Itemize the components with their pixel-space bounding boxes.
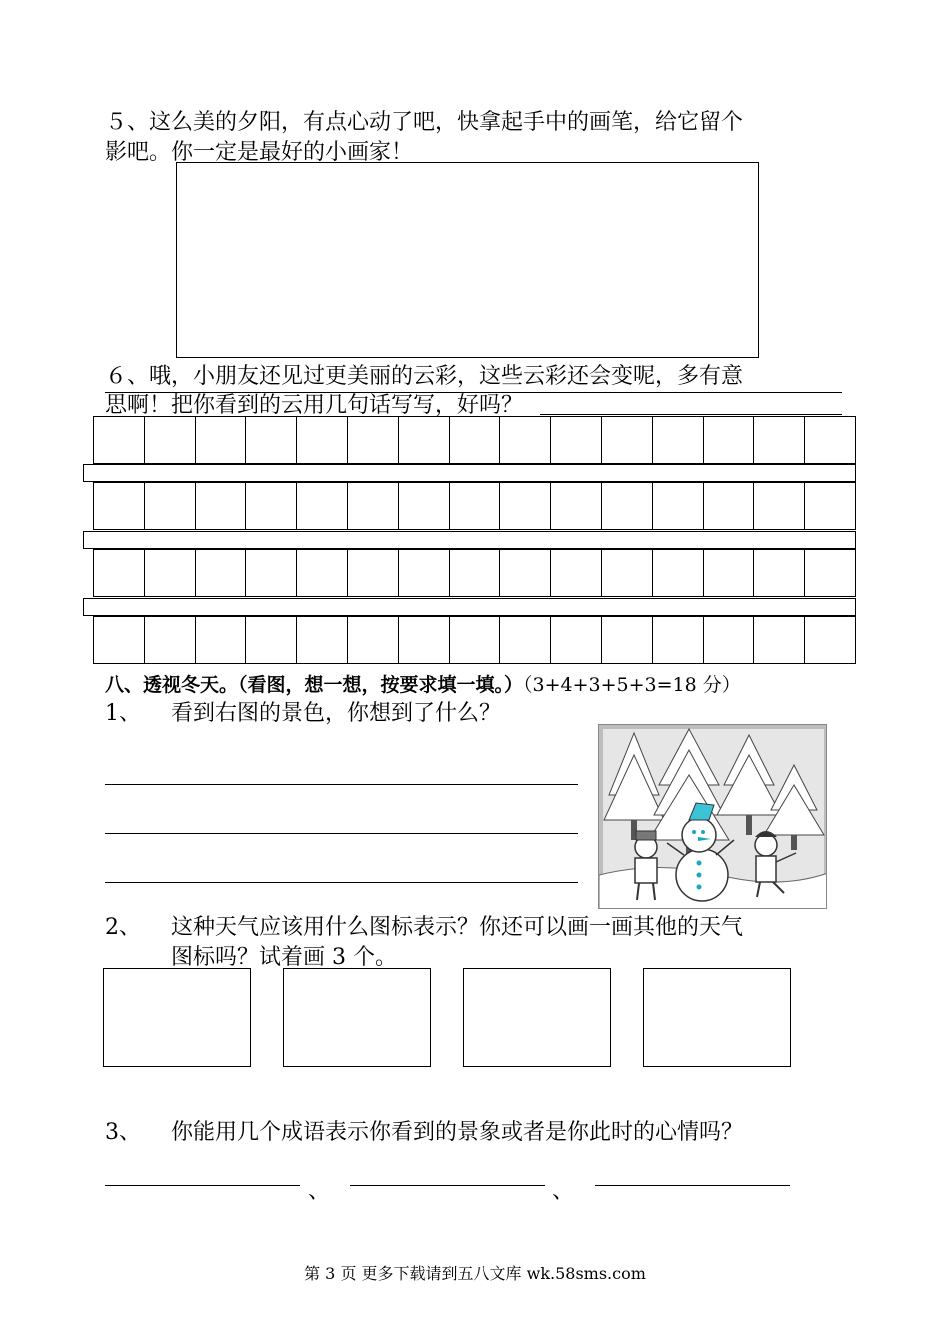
- grid-cell[interactable]: [195, 616, 247, 664]
- idiom-separator-2: 、: [552, 1179, 575, 1204]
- winter-snowman-illustration: [598, 724, 827, 909]
- grid-cell[interactable]: [347, 482, 399, 530]
- grid-row-4: [93, 616, 856, 664]
- grid-cell[interactable]: [499, 616, 551, 664]
- idiom-separator-1: 、: [308, 1179, 331, 1204]
- grid-cell[interactable]: [144, 482, 196, 530]
- grid-cell[interactable]: [296, 549, 348, 597]
- grid-cell[interactable]: [449, 549, 501, 597]
- grid-cell[interactable]: [703, 482, 755, 530]
- q1-text: 看到右图的景色，你想到了什么？: [171, 701, 502, 726]
- q2-line1: 这种天气应该用什么图标表示？你还可以画一画其他的天气: [171, 915, 744, 940]
- grid-cell[interactable]: [601, 416, 653, 464]
- grid-cell[interactable]: [144, 416, 196, 464]
- grid-cell[interactable]: [449, 416, 501, 464]
- grid-cell[interactable]: [195, 416, 247, 464]
- idiom-line-1[interactable]: [105, 1185, 300, 1186]
- weather-icon-box-3[interactable]: [463, 968, 611, 1067]
- grid-cell[interactable]: [449, 482, 501, 530]
- grid-cell[interactable]: [245, 416, 297, 464]
- grid-cell[interactable]: [245, 549, 297, 597]
- grid-cell[interactable]: [398, 482, 450, 530]
- q2-line2: 图标吗？试着画 3 个。: [171, 945, 397, 970]
- grid-strip: [83, 464, 856, 482]
- grid-cell[interactable]: [804, 482, 856, 530]
- grid-cell[interactable]: [398, 616, 450, 664]
- grid-cell[interactable]: [703, 549, 755, 597]
- grid-cell[interactable]: [652, 616, 704, 664]
- grid-cell[interactable]: [195, 482, 247, 530]
- section8-heading: 八、透视冬天。（看图，想一想，按要求填一填。）: [105, 674, 524, 696]
- grid-row-3: [93, 549, 856, 597]
- grid-cell[interactable]: [804, 549, 856, 597]
- grid-cell[interactable]: [703, 616, 755, 664]
- q3-number: 3、: [105, 1120, 141, 1145]
- grid-cell[interactable]: [550, 482, 602, 530]
- grid-cell[interactable]: [550, 616, 602, 664]
- section8-score: （3+4+3+5+3=18 分）: [523, 674, 741, 696]
- weather-icon-box-4[interactable]: [643, 968, 791, 1067]
- grid-cell[interactable]: [550, 549, 602, 597]
- grid-cell[interactable]: [652, 482, 704, 530]
- q6-line2: 思啊！把你看到的云用几句话写写，好吗？: [105, 393, 524, 418]
- grid-cell[interactable]: [93, 616, 145, 664]
- page-footer: 第 3 页 更多下载请到五八文库 wk.58sms.com: [304, 1264, 646, 1283]
- grid-cell[interactable]: [245, 482, 297, 530]
- grid-cell[interactable]: [93, 416, 145, 464]
- grid-cell[interactable]: [550, 416, 602, 464]
- grid-cell[interactable]: [245, 616, 297, 664]
- grid-row-2: [93, 482, 856, 530]
- grid-cell[interactable]: [93, 549, 145, 597]
- q1-number: 1、: [105, 701, 141, 726]
- grid-strip: [83, 598, 856, 616]
- grid-cell[interactable]: [499, 416, 551, 464]
- winter-scene-image: [599, 725, 827, 909]
- grid-cell[interactable]: [347, 549, 399, 597]
- section8-header: [105, 670, 741, 697]
- grid-cell[interactable]: [93, 482, 145, 530]
- grid-cell[interactable]: [804, 416, 856, 464]
- grid-cell[interactable]: [499, 482, 551, 530]
- q5-line1: ５、这么美的夕阳，有点心动了吧，快拿起手中的画笔，给它留个: [105, 110, 744, 135]
- answer-line-1[interactable]: [105, 784, 578, 785]
- q5-line2: 影吧。你一定是最好的小画家！: [105, 140, 414, 165]
- grid-cell[interactable]: [144, 616, 196, 664]
- weather-icon-box-1[interactable]: [103, 968, 251, 1067]
- answer-line-2[interactable]: [105, 833, 578, 834]
- grid-strip: [83, 531, 856, 549]
- q6-underline: [540, 414, 842, 415]
- q6-line1: ６、哦，小朋友还见过更美丽的云彩，这些云彩还会变呢，多有意: [105, 362, 842, 393]
- weather-icon-box-2[interactable]: [283, 968, 431, 1067]
- grid-cell[interactable]: [601, 616, 653, 664]
- grid-cell[interactable]: [195, 549, 247, 597]
- grid-cell[interactable]: [347, 416, 399, 464]
- grid-cell[interactable]: [296, 416, 348, 464]
- q2-number: 2、: [105, 915, 141, 940]
- grid-cell[interactable]: [347, 616, 399, 664]
- grid-cell[interactable]: [652, 549, 704, 597]
- grid-cell[interactable]: [296, 616, 348, 664]
- grid-cell[interactable]: [753, 616, 805, 664]
- answer-line-3[interactable]: [105, 882, 578, 883]
- grid-cell[interactable]: [804, 616, 856, 664]
- drawing-box-sunset[interactable]: [176, 162, 759, 358]
- grid-cell[interactable]: [499, 549, 551, 597]
- grid-cell[interactable]: [753, 549, 805, 597]
- grid-cell[interactable]: [753, 482, 805, 530]
- grid-row-1: [93, 416, 856, 464]
- grid-cell[interactable]: [449, 616, 501, 664]
- grid-cell[interactable]: [601, 549, 653, 597]
- idiom-line-2[interactable]: [350, 1185, 545, 1186]
- grid-cell[interactable]: [398, 549, 450, 597]
- grid-cell[interactable]: [652, 416, 704, 464]
- grid-cell[interactable]: [398, 416, 450, 464]
- grid-cell[interactable]: [296, 482, 348, 530]
- grid-cell[interactable]: [703, 416, 755, 464]
- q3-text: 你能用几个成语表示你看到的景象或者是你此时的心情吗？: [171, 1120, 744, 1145]
- grid-cell[interactable]: [753, 416, 805, 464]
- idiom-line-3[interactable]: [595, 1185, 790, 1186]
- grid-cell[interactable]: [601, 482, 653, 530]
- grid-cell[interactable]: [144, 549, 196, 597]
